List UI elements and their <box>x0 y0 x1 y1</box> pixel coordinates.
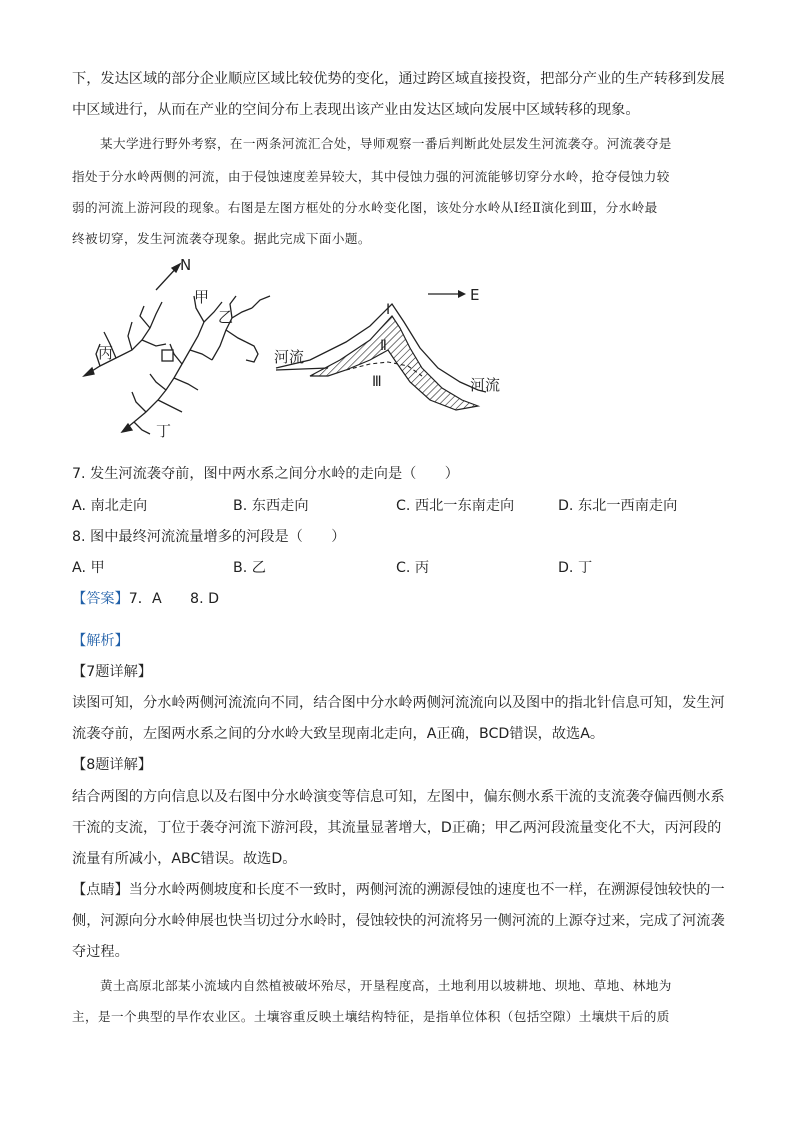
q7-stem: 7. 发生河流袭夺前，图中两水系之间分水岭的走向是（ ） <box>72 466 459 482</box>
label-ding: 丁 <box>156 422 172 440</box>
q8-stem: 8. 图中最终河流流量增多的河段是（ ） <box>72 529 346 545</box>
point-row <box>72 879 725 899</box>
q8-detail-line-2: 干流的支流，丁位于袭夺河流下游河段，其流量显著增大，D正确；甲乙两河段流量变化不大，丙河段的 <box>72 820 722 836</box>
point-line-3: 夺过程。 <box>72 944 129 960</box>
label-jia: 甲 <box>194 288 210 306</box>
q8-option-b: B. 乙 <box>233 560 266 576</box>
intro-line-1: 下，发达区域的部分企业顺应区域比较优势的变化，通过跨区域直接投资，把部分产业的生产转移到发展 <box>72 71 725 87</box>
selected-area-box <box>162 350 173 361</box>
stage-iii-label: Ⅲ <box>372 374 382 390</box>
river-left-label: 河流 <box>274 348 305 366</box>
passage-line-2: 指处于分水岭两侧的河流，由于侵蚀速度差异较大，其中侵蚀力强的河流能够切穿分水岭，抢夺侵蚀力较 <box>72 169 670 184</box>
point-tag: 【点睛】 <box>72 882 129 898</box>
divide-profile-hatch <box>310 316 478 410</box>
passage-line-1: 某大学进行野外考察，在一两条河流汇合处，导师观察一番后判断此处层发生河流袭夺。河流袭夺是 <box>100 136 672 151</box>
east-label: E <box>470 286 480 304</box>
stage-ii-label: Ⅱ <box>380 338 387 354</box>
q8-option-c: C. 丙 <box>396 560 430 576</box>
q7-detail-line-2: 流袭夺前，左图两水系之间的分水岭大致呈现南北走向，A正确，BCD错误，故选A。 <box>72 726 605 742</box>
q8-detail-tag: 【8题详解】 <box>72 757 152 773</box>
q7-option-d: D. 东北一西南走向 <box>558 498 678 514</box>
q8-detail-line-1: 结合两图的方向信息以及右图中分水岭演变等信息可知，左图中，偏东侧水系干流的支流袭夺偏西侧水系 <box>72 789 725 805</box>
next-passage-line-1: 黄土高原北部某小流域内自然植被破坏殆尽，开垦程度高，土地利用以坡耕地、坝地、草地、林地为 <box>100 978 672 993</box>
intro-line-2: 中区域进行，从而在产业的空间分布上表现出该产业由发达区域向发展中区域转移的现象。 <box>72 102 640 118</box>
q7-option-b: B. 东西走向 <box>233 498 309 514</box>
passage-line-4: 终被切穿，发生河流袭夺现象。据此完成下面小题。 <box>72 231 371 246</box>
north-label: N <box>180 256 192 274</box>
passage-line-3: 弱的河流上游河段的现象。右图是左图方框处的分水岭变化图，该处分水岭从Ⅰ经Ⅱ演化到Ⅲ，分水岭最 <box>72 200 658 215</box>
q7-detail-line-1: 读图可知，分水岭两侧河流流向不同，结合图中分水岭两侧河流流向以及图中的指北针信息可知，发生河 <box>72 695 725 711</box>
q8-detail-line-3: 流量有所减小，ABC错误。故选D。 <box>72 851 297 867</box>
q7-detail-tag: 【7题详解】 <box>72 664 152 680</box>
next-passage-line-2: 主，是一个典型的旱作农业区。土壤容重反映土壤结构特征，是指单位体积（包括空隙）土壤烘干后的质 <box>72 1009 670 1024</box>
answer-text: 7．A 8. D <box>128 591 220 607</box>
q7-option-a: A. 南北走向 <box>72 498 148 514</box>
answer-tag: 【答案】 <box>72 591 129 607</box>
river-capture-figure <box>70 250 530 450</box>
point-line-2: 侧，河源向分水岭伸展也快当切过分水岭时，侵蚀较快的河流将另一侧河流的上源夺过来，完成了河流袭 <box>72 913 725 929</box>
q8-option-a: A. 甲 <box>72 560 105 576</box>
river-right-label: 河流 <box>470 376 501 394</box>
answer-row <box>72 588 219 608</box>
point-line-1: 当分水岭两侧坡度和长度不一致时，两侧河流的溯源侵蚀的速度也不一样，在溯源侵蚀较快的一 <box>128 882 725 898</box>
label-bing: 丙 <box>98 344 114 362</box>
q8-option-d: D. 丁 <box>558 560 593 576</box>
stage-i-label: Ⅰ <box>386 302 391 318</box>
label-yi: 乙 <box>218 308 234 326</box>
q7-option-c: C. 西北一东南走向 <box>396 498 515 514</box>
analysis-tag: 【解析】 <box>72 633 129 649</box>
